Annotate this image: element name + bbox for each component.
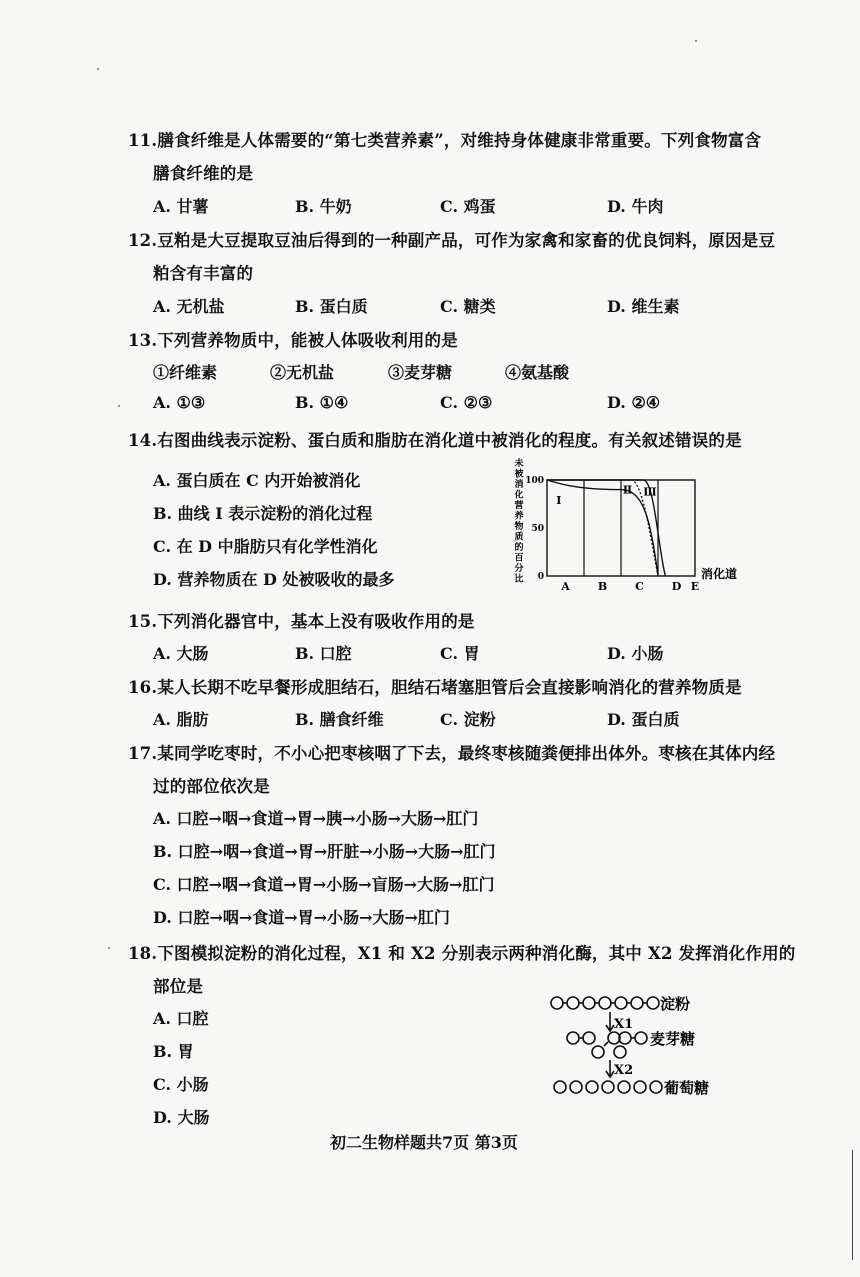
glucose-label: 葡萄糖 bbox=[664, 1079, 710, 1097]
y-tick-label: 0 bbox=[537, 572, 544, 582]
x-category-label: B bbox=[597, 580, 608, 593]
question-12-line-2: 粕含有丰富的 bbox=[153, 264, 254, 283]
page-footer: 初二生物样题共7页 第3页 bbox=[330, 1133, 518, 1152]
q16-option-b: B. 膳食纤维 bbox=[295, 710, 384, 729]
y-label-char: 质 bbox=[514, 532, 524, 543]
q11-option-a: A. 甘薯 bbox=[153, 197, 209, 216]
q15-option-c: C. 胃 bbox=[440, 644, 480, 663]
x-category-label: E bbox=[690, 580, 700, 593]
y-label-char: 的 bbox=[514, 543, 524, 553]
q12-option-d: D. 维生素 bbox=[607, 297, 680, 316]
question-18-line-2: 部位是 bbox=[153, 977, 204, 996]
starch-digestion-diagram bbox=[548, 990, 738, 1100]
scan-edge-line bbox=[852, 1150, 853, 1260]
starch-label: 淀粉 bbox=[660, 995, 691, 1013]
q16-option-c: C. 淀粉 bbox=[440, 710, 496, 729]
x-category-label: D bbox=[671, 580, 682, 593]
y-label-char: 化 bbox=[514, 490, 524, 501]
x-axis-label: 消化道 bbox=[701, 567, 738, 581]
scan-speck bbox=[97, 68, 99, 70]
y-label-char: 比 bbox=[514, 574, 524, 585]
y-label-char: 未 bbox=[514, 459, 524, 469]
q18-option-a: A. 口腔 bbox=[153, 1009, 209, 1028]
scan-speck bbox=[695, 40, 697, 42]
curve-II bbox=[547, 480, 658, 576]
question-16-line-1: 16.某人长期不吃早餐形成胆结石，胆结石堵塞胆管后会直接影响消化的营养物质是 bbox=[128, 678, 742, 697]
q16-option-d: D. 蛋白质 bbox=[607, 710, 680, 729]
series-label: Ⅲ bbox=[643, 485, 657, 499]
q17-option-d: D. 口腔→咽→食道→胃→小肠→大肠→肛门 bbox=[153, 908, 450, 927]
question-18-line-1: 18.下图模拟淀粉的消化过程，X1 和 X2 分别表示两种消化酶，其中 X2 发挥消化作用的 bbox=[128, 944, 796, 963]
q18-option-b: B. 胃 bbox=[153, 1042, 194, 1061]
q12-option-c: C. 糖类 bbox=[440, 297, 496, 316]
chart-y-axis-label bbox=[513, 458, 524, 585]
q11-option-d: D. 牛肉 bbox=[607, 197, 664, 216]
q12-option-a: A. 无机盐 bbox=[153, 297, 225, 316]
question-15-line-1: 15.下列消化器官中，基本上没有吸收作用的是 bbox=[128, 612, 475, 631]
y-label-char: 消 bbox=[514, 480, 524, 490]
q17-option-b: B. 口腔→咽→食道→胃→肝脏→小肠→大肠→肛门 bbox=[153, 842, 496, 861]
maltose-group bbox=[567, 1032, 647, 1058]
scan-speck bbox=[108, 947, 110, 949]
q13-option-d: D. ②④ bbox=[607, 393, 661, 412]
q13-item-4: ④氨基酸 bbox=[505, 363, 570, 382]
question-14-line-1: 14.右图曲线表示淀粉、蛋白质和脂肪在消化道中被消化的程度。有关叙述错误的是 bbox=[128, 431, 742, 450]
glucose-group bbox=[554, 1081, 662, 1093]
q17-option-a: A. 口腔→咽→食道→胃→胰→小肠→大肠→肛门 bbox=[153, 809, 479, 828]
q11-option-b: B. 牛奶 bbox=[295, 197, 352, 216]
q18-option-c: C. 小肠 bbox=[153, 1075, 209, 1094]
y-label-char: 百 bbox=[514, 553, 524, 564]
question-11-line-1: 11.膳食纤维是人体需要的“第七类营养素”，对维持身体健康非常重要。下列食物富含 bbox=[128, 131, 762, 150]
q16-option-a: A. 脂肪 bbox=[153, 710, 209, 729]
digestion-chart bbox=[505, 458, 755, 598]
series-label: Ⅱ bbox=[622, 483, 633, 497]
q17-option-c: C. 口腔→咽→食道→胃→小肠→盲肠→大肠→肛门 bbox=[153, 875, 495, 894]
q14-option-b: B. 曲线 Ⅰ 表示淀粉的消化过程 bbox=[153, 504, 373, 523]
y-label-char: 被 bbox=[514, 469, 524, 480]
y-tick-label: 100 bbox=[525, 476, 544, 486]
question-17-line-1: 17.某同学吃枣时，不小心把枣核咽了下去，最终枣核随粪便排出体外。枣核在其体内经 bbox=[128, 744, 776, 763]
q15-option-a: A. 大肠 bbox=[153, 644, 209, 663]
x-category-label: A bbox=[561, 580, 570, 593]
question-13-line-1: 13.下列营养物质中，能被人体吸收利用的是 bbox=[128, 331, 458, 350]
x-category-label: C bbox=[635, 580, 644, 593]
maltose-label: 麦芽糖 bbox=[650, 1030, 696, 1048]
scan-speck bbox=[118, 405, 120, 407]
q14-option-d: D. 营养物质在 D 处被吸收的最多 bbox=[153, 570, 395, 589]
q13-option-a: A. ①③ bbox=[153, 393, 206, 412]
y-label-char: 营 bbox=[514, 501, 524, 511]
q13-item-2: ②无机盐 bbox=[270, 363, 335, 382]
series-label: Ⅰ bbox=[556, 494, 562, 507]
q13-item-1: ①纤维素 bbox=[153, 363, 218, 382]
y-label-char: 养 bbox=[514, 511, 524, 522]
q13-option-c: C. ②③ bbox=[440, 393, 493, 412]
y-tick-label: 50 bbox=[531, 524, 544, 534]
q14-option-a: A. 蛋白质在 C 内开始被消化 bbox=[153, 471, 361, 490]
q15-option-d: D. 小肠 bbox=[607, 644, 664, 663]
y-label-char: 物 bbox=[514, 522, 524, 532]
q14-option-c: C. 在 D 中脂肪只有化学性消化 bbox=[153, 537, 378, 556]
q13-item-3: ③麦芽糖 bbox=[388, 363, 453, 382]
x1-label: X1 bbox=[614, 1017, 634, 1032]
question-12-line-1: 12.豆粕是大豆提取豆油后得到的一种副产品，可作为家禽和家畜的优良饲料，原因是豆 bbox=[128, 231, 776, 250]
question-11-line-2: 膳食纤维的是 bbox=[153, 164, 254, 183]
q11-option-c: C. 鸡蛋 bbox=[440, 197, 496, 216]
q18-option-d: D. 大肠 bbox=[153, 1108, 210, 1127]
y-label-char: 分 bbox=[514, 564, 524, 574]
x2-label: X2 bbox=[614, 1063, 634, 1078]
q15-option-b: B. 口腔 bbox=[295, 644, 352, 663]
q12-option-b: B. 蛋白质 bbox=[295, 297, 368, 316]
question-17-line-2: 过的部位依次是 bbox=[153, 777, 270, 796]
starch-chain bbox=[551, 997, 659, 1009]
q13-option-b: B. ①④ bbox=[295, 393, 349, 412]
curve-I bbox=[547, 480, 658, 576]
